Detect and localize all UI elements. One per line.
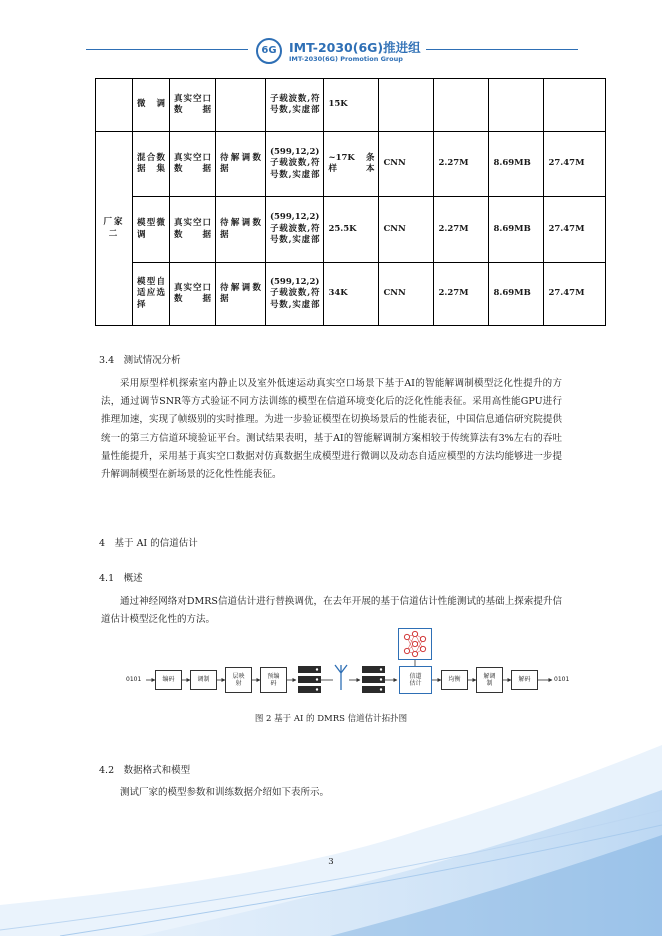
- sample-count-cell: ~17K 条样本: [324, 132, 379, 197]
- header-subtitle: IMT-2030(6G) Promotion Group: [289, 55, 403, 63]
- flops-cell: [544, 79, 606, 132]
- model-spec-table: [95, 78, 606, 326]
- table-row: [96, 132, 606, 197]
- table-row: [96, 197, 606, 263]
- size-cell: [489, 79, 544, 132]
- vendor-cell: 厂家二: [96, 132, 133, 326]
- params-cell: 2.27M: [434, 197, 489, 263]
- params-cell: 2.27M: [434, 263, 489, 326]
- data-format-cell: (599,12,2)子载波数,符号数,实虚部: [266, 132, 324, 197]
- model-cell: [379, 79, 434, 132]
- table-row: [96, 79, 606, 132]
- data-format-cell: 子载波数,符号数,实虚部: [266, 79, 324, 132]
- method-cell: 微调: [133, 79, 170, 132]
- size-cell: 8.69MB: [489, 263, 544, 326]
- flops-cell: 27.47M: [544, 263, 606, 326]
- header-line-right: [426, 49, 578, 50]
- section-heading-4-2: 4.2 数据格式和模型: [99, 765, 191, 776]
- data-type-cell: 待解调数据: [216, 263, 266, 326]
- data-source-cell: 真实空口数据: [170, 263, 216, 326]
- params-cell: 2.27M: [434, 132, 489, 197]
- sample-count-cell: 25.5K: [324, 197, 379, 263]
- section-heading-4: 4 基于 AI 的信道估计: [99, 538, 198, 549]
- layer-mapping-block: 层映射: [225, 667, 252, 693]
- page-number: 3: [328, 857, 334, 867]
- input-bits-label: 0101: [126, 676, 142, 683]
- 6g-logo-icon: 6G: [256, 38, 282, 64]
- modulate-block: 调制: [190, 670, 217, 690]
- size-cell: 8.69MB: [489, 197, 544, 263]
- params-cell: [434, 79, 489, 132]
- data-source-cell: 真实空口数据: [170, 79, 216, 132]
- model-cell: CNN: [379, 197, 434, 263]
- sample-count-cell: 15K: [324, 79, 379, 132]
- flops-cell: 27.47M: [544, 197, 606, 263]
- table-row: [96, 263, 606, 326]
- sample-count-cell: 34K: [324, 263, 379, 326]
- data-source-cell: 真实空口数据: [170, 197, 216, 263]
- data-format-cell: (599,12,2)子载波数,符号数,实虚部: [266, 197, 324, 263]
- figure-caption: 图 2 基于 AI 的 DMRS 信道估计拓扑图: [254, 714, 408, 724]
- encode-block: 编码: [155, 670, 182, 690]
- method-cell: 混合数据集: [133, 132, 170, 197]
- method-cell: 模型微调: [133, 197, 170, 263]
- data-format-cell: (599,12,2)子载波数,符号数,实虚部: [266, 263, 324, 326]
- flops-cell: 27.47M: [544, 132, 606, 197]
- section-4-2-paragraph: 测试厂家的模型参数和训练数据介绍如下表所示。: [120, 787, 330, 798]
- header-line-left: [86, 49, 248, 50]
- section-heading-3-4: 3.4 测试情况分析: [99, 355, 181, 366]
- model-cell: CNN: [379, 263, 434, 326]
- data-type-cell: [216, 79, 266, 132]
- demodulation-block: 解调制: [476, 667, 503, 693]
- equalization-block: 均衡: [441, 670, 468, 690]
- decode-block: 解码: [511, 670, 538, 690]
- size-cell: 8.69MB: [489, 132, 544, 197]
- method-cell: 模型自适应选择: [133, 263, 170, 326]
- section-3-4-paragraph: 采用原型样机探索室内静止以及室外低速运动真实空口场景下基于AI的智能解调制模型泛化性提升的方法，通过调节SNR等方式验证不同方法训练的模型在信道环境变化后的泛化性能表征。采用高性能GPU进行推理加速，实现了帧级别的实时推理。为进一步验证模型在切换场景后的性能表征，中国信息通信研究院提供统一的第三方信道环境验证平台。测试结果表明，基于AI的智能解调制方案相较于传统算法有3%左右的吞吐量性能提升，采用基于真实空口数据对仿真数据生成模型进行微调以及动态自适应模型的方法均能够进一步提升解调制模型在新场景的泛化性性能表征。: [101, 378, 562, 481]
- data-type-cell: 待解调数据: [216, 197, 266, 263]
- header-title: IMT-2030(6G)推进组: [289, 40, 421, 55]
- channel-estimation-block: 信道估计: [399, 666, 432, 694]
- output-bits-label: 0101: [554, 676, 570, 683]
- model-cell: CNN: [379, 132, 434, 197]
- data-source-cell: 真实空口数据: [170, 132, 216, 197]
- vendor-cell: [96, 79, 133, 132]
- section-heading-4-1: 4.1 概述: [99, 573, 143, 584]
- precoding-block: 预编码: [260, 667, 287, 693]
- data-type-cell: 待解调数据: [216, 132, 266, 197]
- section-4-1-paragraph: 通过神经网络对DMRS信道估计进行替换调优，在去年开展的基于信道估计性能测试的基础上探索提升信道估计模型泛化性的方法。: [101, 596, 562, 626]
